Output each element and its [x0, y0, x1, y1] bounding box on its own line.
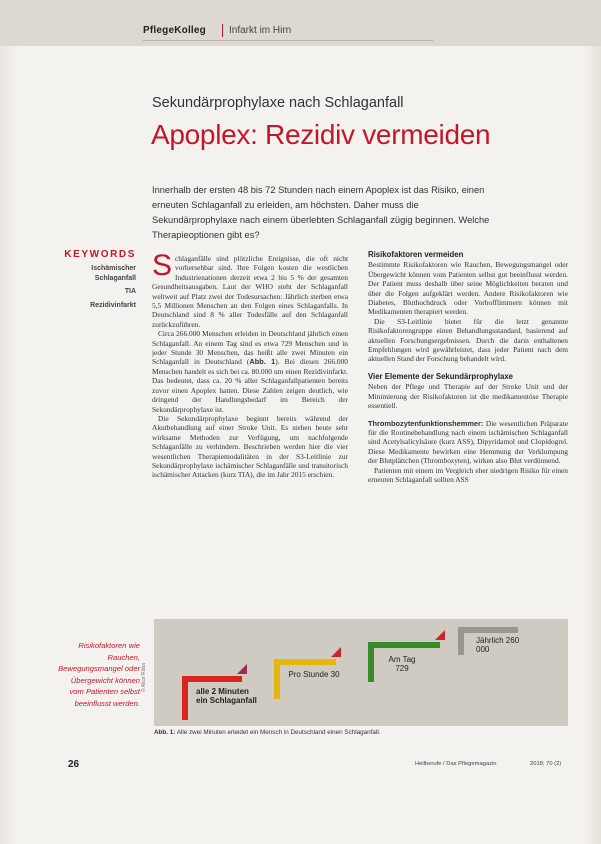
paragraph: Neben der Pflege und Therapie auf der Stroke Unit und der Minimierung der Risikofaktoren ist die medikamentöse Therapie essentiell.: [368, 382, 568, 411]
step-label: Jährlich 260 000: [476, 636, 520, 654]
step-bracket: [368, 642, 374, 682]
step-bracket: [182, 676, 188, 720]
triangle-marker: [331, 647, 341, 657]
section-heading: Vier Elemente der Sekundärprophylaxe: [368, 371, 514, 381]
paragraph: Patienten mit einem im Vergleich eher niedrigen Risiko für einen erneuten Schlaganfall sollten ASS: [368, 465, 568, 484]
keyword-item: Ischämischer Schlaganfall: [91, 265, 136, 282]
paragraph: Die Sekundärprophylaxe beginnt bereits während der Akutbehandlung auf einer Stroke Unit. Es stehen heute sehr wirksame Methoden zur Verfügung, um nachfolgende Schlaganfälle zu verhindern. Beschrieben werden hier die vier wesentlichen Therapiemodalitäten in der S3-Leitlinie zur Sekundärprophylaxe ischämischer Schlaganfälle und transitorisch ischämischer Attacken (kurz TIA), die im Jahr 2015 erschien.: [152, 413, 348, 480]
paragraph: Thrombozytenfunktionshemmer: Die wesentlichen Präparate für die Routinebehandlung nach einem ischämischen Schlaganfall sind Acetylsalicylsäure (kurz ASS), Dipyridamol und Clopidogrel. Diese Medikamente bewirken eine Hemmung der Verklumpung der Blutplättchen (Thrombozyten), wirken also Blut verdünnend.: [368, 418, 568, 466]
triangle-marker: [435, 630, 445, 640]
paragraph: Die S3-Leitlinie bietet für die letzt genannte Risikofaktorengruppe einen Behandlungsstandard, basierend auf aktuellen Forschungsergebnissen. Durch die darin enthaltenen Empfehlungen wird gewährleistet, dass jeder Patient nach dem aktuellen Stand der Forschung behandelt wird.: [368, 316, 568, 364]
step-bracket: [274, 659, 280, 699]
image-credit: © Alice Rüba: [141, 663, 147, 692]
step-label: Pro Stunde 30: [288, 670, 340, 679]
figure-caption: Abb. 1: Alle zwei Minuten erleidet ein Mensch in Deutschland einen Schlaganfall.: [154, 729, 381, 736]
step-bracket: [458, 627, 518, 633]
step-bracket: [182, 676, 242, 682]
keyword-item: Rezidivinfarkt: [90, 301, 136, 309]
header-brand: PflegeKolleg: [143, 25, 206, 36]
triangle-marker: [237, 664, 247, 674]
margin-note: Risikofaktoren wie Rauchen, Bewegungsmangel oder Übergewicht können vom Patienten selbst beeinflusst werden.: [58, 641, 140, 708]
infographic-figure: [154, 619, 568, 726]
paragraph: Circa 266.000 Menschen erleiden in Deutschland jährlich einen Schlaganfall. An einem Tag sind es etwa 729 Menschen und in jeder Stunde 30 Menschen, das heißt alle zwei Minuten ein Schlaganfall in Deutschland (Abb. 1). Bei diesen 266.000 Menschen handelt es sich bei ca. 80.000 um einen Rezidivinfarkt. Das bedeutet, dass ca. 20 % aller Schlaganfallpatienten bereits zuvor einen Apoplex hatten. Diese Zahlen zeigen deutlich, wie dringend der Handlungsbedarf im Bereich der Sekundärprophylaxe ist.: [152, 329, 348, 414]
paragraph: Bestimmte Risikofaktoren wie Rauchen, Bewegungsmangel oder Übergewicht können vom Patienten selbst gut beeinflusst werden. Der Patient muss deshalb über seine Möglichkeiten beraten und über die Folgen aufgeklärt werden. Andere Risikofaktoren wie Diabetes, Bluthochdruck oder Vorhofflimmern können mit Medikamenten therapiert werden.: [368, 260, 568, 317]
article-subtitle: Sekundärprophylaxe nach Schlaganfall: [152, 95, 404, 111]
body-column-1: [152, 249, 348, 480]
section-heading: Risikofaktoren vermeiden: [368, 250, 464, 259]
step-label: Am Tag 729: [388, 655, 416, 673]
paragraph: Schlaganfälle sind plötzliche Ereignisse, die oft nicht vorhersehbar sind. Ihre Folgen kosten die westlichen Industrienationen derzeit etwa 2 bis 5 % der gesamten Gesundheitsausgaben. Laut der WHO steht der Schlaganfall weltweit auf Platz zwei der Todesursachen: Jährlich sterben etwa 5,5 Millionen Menschen an den Folgen eines Schlaganfalls. In Deutschland sind 8 % aller Todesfälle auf den Schlaganfall zurückzuführen.: [152, 249, 348, 329]
page-number: 26: [68, 759, 80, 770]
inline-heading: Thrombozytenfunktionshemmer:: [368, 418, 484, 428]
drop-cap: S: [152, 249, 173, 282]
article-title: Apoplex: Rezidiv vermeiden: [151, 119, 491, 150]
footer-source: Heilberufe / Das Pflegemagazin: [415, 761, 497, 767]
header-section: Infarkt im Hirn: [229, 25, 292, 36]
keywords-list: [60, 264, 136, 314]
header-divider: [222, 24, 223, 37]
step-bracket: [274, 659, 336, 665]
figure-reference: Abb. 1: [249, 357, 276, 367]
footer-issue: 2018; 70 (2): [530, 761, 562, 767]
keywords-title: KEYWORDS: [64, 249, 136, 260]
step-bracket: [368, 642, 440, 648]
article-lead: Innerhalb der ersten 48 bis 72 Stunden nach einem Apoplex ist das Risiko, einen erneuten Schlaganfall zu erleiden, am höchsten. Daher muss die Sekundärprophylaxe nach einem überlebten Schlaganfall zügig beginnen. Welche Therapieoptionen gibt es?: [152, 185, 490, 240]
body-column-2: [368, 250, 568, 484]
step-label: alle 2 Minuten ein Schlaganfall: [196, 687, 257, 705]
header-rule: [143, 40, 433, 41]
keyword-item: TIA: [124, 288, 136, 295]
